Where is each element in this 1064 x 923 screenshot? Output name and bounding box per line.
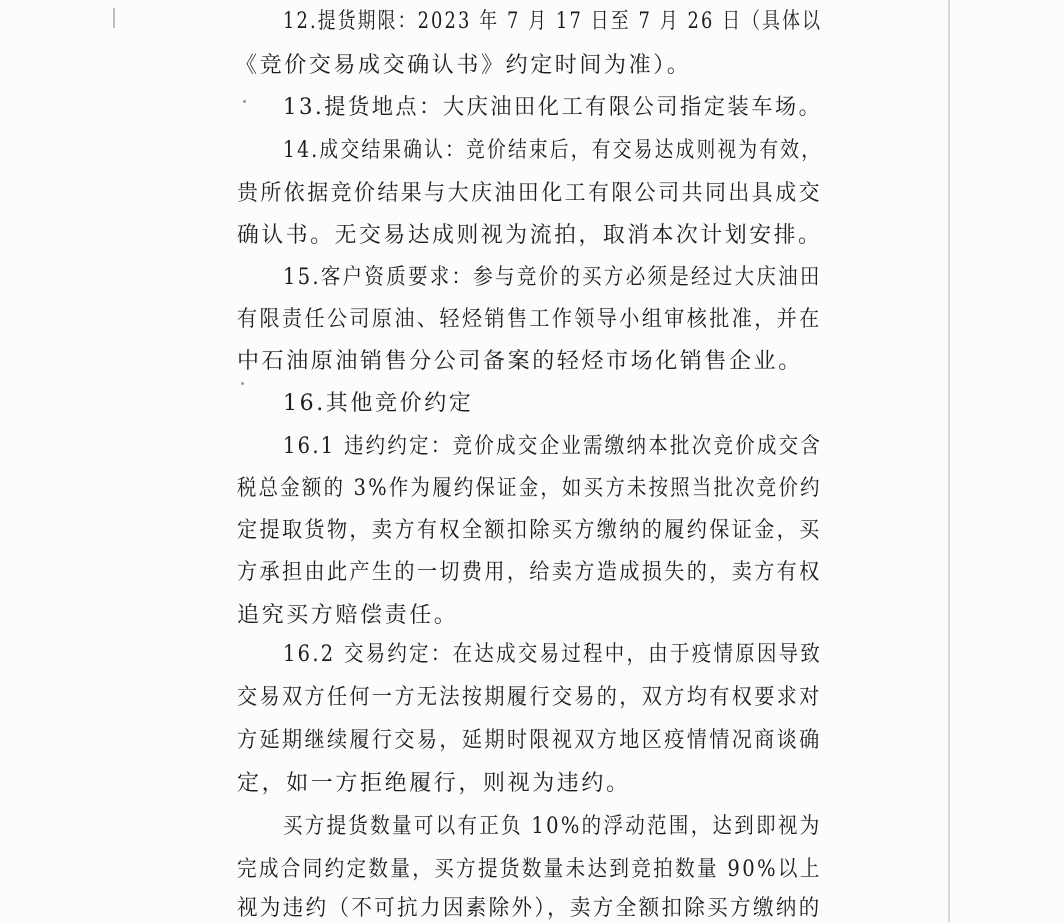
text-line: 完成合同约定数量，买方提货数量未达到竞拍数量 90%以上 <box>237 857 822 882</box>
text-line: 买方提货数量可以有正负 10%的浮动范围，达到即视为 <box>283 814 822 839</box>
scan-speck <box>241 382 244 385</box>
text-line: 方承担由此产生的一切费用，给卖方造成损失的，卖方有权 <box>237 560 822 585</box>
text-line: 有限责任公司原油、轻烃销售工作领导小组审核批准，并在 <box>237 307 822 332</box>
text-line: 交易双方任何一方无法按期履行交易的，双方均有权要求对 <box>237 685 822 710</box>
text-line: 定，如一方拒绝履行，则视为违约。 <box>237 771 631 796</box>
text-line: 定提取货物，卖方有权全额扣除买方缴纳的履约保证金，买 <box>237 518 822 543</box>
text-line: 确认书。无交易达成则视为流拍，取消本次计划安排。 <box>237 223 823 248</box>
scan-edge-mark <box>113 8 115 28</box>
text-line: 税总金额的 3%作为履约保证金，如买方未按照当批次竞价约 <box>237 476 822 501</box>
text-line: 中石油原油销售分公司备案的轻烃市场化销售企业。 <box>237 349 803 374</box>
scan-speck <box>243 100 246 103</box>
text-line: 贵所依据竞价结果与大庆油田化工有限公司共同出具成交 <box>237 181 823 206</box>
text-line-13: 13.提货地点：大庆油田化工有限公司指定装车场。 <box>283 95 823 120</box>
text-line-14: 14.成交结果确认：竞价结束后，有交易达成则视为有效， <box>283 138 823 163</box>
text-line: 《竞价交易成交确认书》约定时间为准）。 <box>235 53 692 78</box>
page-edge-line <box>948 0 950 922</box>
text-line-16-1: 16.1 违约约定：竞价成交企业需缴纳本批次竞价成交含 <box>283 434 823 459</box>
text-line-12: 12.提货期限：2023 年 7 月 17 日至 7 月 26 日（具体以 <box>283 9 823 34</box>
text-line-16: 16.其他竞价约定 <box>283 391 474 416</box>
text-line: 追究买方赔偿责任。 <box>237 603 459 628</box>
text-line: 方延期继续履行交易，延期时限视双方地区疫情情况商谈确 <box>237 728 822 753</box>
text-line: 视为违约（不可抗力因素除外），卖方全额扣除买方缴纳的 <box>237 896 822 921</box>
text-line-15: 15.客户资质要求：参与竞价的买方必须是经过大庆油田 <box>283 265 822 290</box>
text-line-16-2: 16.2 交易约定：在达成交易过程中，由于疫情原因导致 <box>283 642 823 667</box>
